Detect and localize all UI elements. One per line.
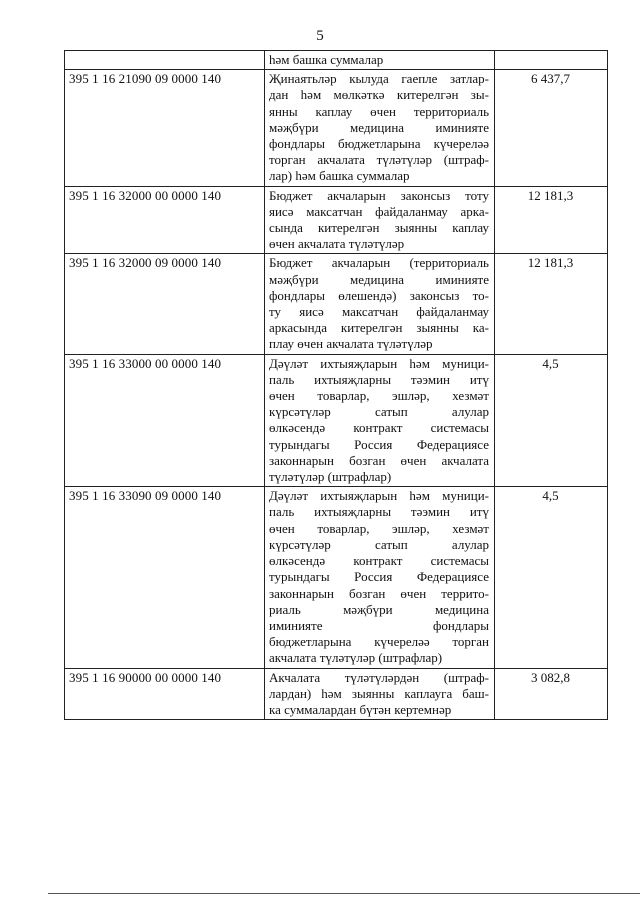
description-line: торган акчалата түләтүләр (штраф- [269, 152, 489, 168]
description-line: өлкәсендә контракт системасы [269, 420, 489, 436]
description-line: фондлары өлешендә) законсыз то- [269, 287, 489, 303]
description-line: лардан) һәм зыянны каплауга баш- [269, 685, 489, 701]
description-line: күрсәтүләр сатып алулар [269, 404, 489, 420]
description-line: һәм башка суммалар [269, 52, 384, 67]
amount-cell: 6 437,7 [495, 70, 608, 186]
description-line: Бюджет акчаларын законсыз тоту [269, 187, 489, 203]
description-line: сында китерелгән зыянны каплау [269, 220, 489, 236]
table-row [65, 186, 608, 254]
description-cell [265, 254, 495, 354]
amount-cell: 3 082,8 [495, 668, 608, 720]
description-line: плау өчен акчалата түләтүләр [269, 336, 433, 352]
budget-code-cell: 395 1 16 21090 09 0000 140 [65, 70, 265, 186]
description-line: бюджетларына күчереләә торган [269, 634, 489, 650]
description-line: өчен товарлар, эшләр, хезмәт [269, 520, 489, 536]
description-line: законнарын бозган өчен террито- [269, 585, 489, 601]
table-row [65, 51, 608, 70]
page-number: 5 [316, 28, 324, 44]
description-line: лар) һәм башка суммалар [269, 168, 410, 184]
description-line: ка суммалардан бүтән кертемнәр [269, 701, 452, 717]
description-line: Бюджет акчаларын (территориаль [269, 255, 489, 271]
description-line: Җинаятьләр кылуда гаепле затлар- [269, 71, 489, 87]
description-line: фондлары бюджетларына күчереләә [269, 136, 489, 152]
description-line: өчен акчалата түләтүләр [269, 236, 405, 252]
description-line: өчен товарлар, эшләр, хезмәт [269, 388, 489, 404]
description-line: турындагы Россия Федерациясе [269, 569, 489, 585]
description-cell [265, 668, 495, 720]
revenue-table [64, 50, 608, 720]
description-line: законнарын бозган өчен акчалата [269, 452, 489, 468]
table-row [65, 254, 608, 354]
table-row [65, 354, 608, 487]
description-cell [265, 51, 495, 70]
amount-cell: 12 181,3 [495, 254, 608, 354]
description-line: өлкәсендә контракт системасы [269, 553, 489, 569]
description-line: паль ихтыяҗларны тәэмин итү [269, 371, 489, 387]
budget-code-cell: 395 1 16 32000 09 0000 140 [65, 254, 265, 354]
bottom-rule [48, 893, 640, 894]
description-line: аркасында китерелгән зыянны ка- [269, 320, 489, 336]
description-cell [265, 487, 495, 668]
description-line: Акчалата түләтүләрдән (штраф- [269, 669, 489, 685]
description-cell [265, 70, 495, 186]
description-line: паль ихтыяҗларны тәэмин итү [269, 504, 489, 520]
budget-code-cell: 395 1 16 32000 00 0000 140 [65, 186, 265, 254]
description-line: риаль мәҗбүри медицина [269, 601, 489, 617]
budget-code-cell: 395 1 16 33090 09 0000 140 [65, 487, 265, 668]
description-line: яисә максатчан файдаланмау арка- [269, 203, 489, 219]
description-line: турындагы Россия Федерациясе [269, 436, 489, 452]
description-cell [265, 186, 495, 254]
description-line: Дәүләт ихтыяҗларын һәм муници- [269, 355, 489, 371]
table-row [65, 487, 608, 668]
description-line: күрсәтүләр сатып алулар [269, 536, 489, 552]
description-line: ту яисә максатчан файдаланмау [269, 304, 489, 320]
budget-code-cell [65, 51, 265, 70]
description-line: янны каплау өчен территориаль [269, 103, 489, 119]
description-line: мәҗбүри медицина иминияте [269, 119, 489, 135]
amount-cell: 4,5 [495, 354, 608, 487]
table-body [65, 51, 608, 720]
amount-cell [495, 51, 608, 70]
budget-code-cell: 395 1 16 90000 00 0000 140 [65, 668, 265, 720]
description-line: мәҗбүри медицина иминияте [269, 271, 489, 287]
description-line: түләтүләр (штрафлар) [269, 469, 392, 485]
description-line: иминияте фондлары [269, 617, 489, 633]
amount-cell: 12 181,3 [495, 186, 608, 254]
description-cell [265, 354, 495, 487]
amount-cell: 4,5 [495, 487, 608, 668]
budget-code-cell: 395 1 16 33000 00 0000 140 [65, 354, 265, 487]
table-row [65, 70, 608, 186]
description-line: акчалата түләтүләр (штрафлар) [269, 650, 443, 666]
table-row [65, 668, 608, 720]
description-line: дан һәм мөлкәткә китерелгән зы- [269, 87, 489, 103]
description-line: Дәүләт ихтыяҗларын һәм муници- [269, 488, 489, 504]
